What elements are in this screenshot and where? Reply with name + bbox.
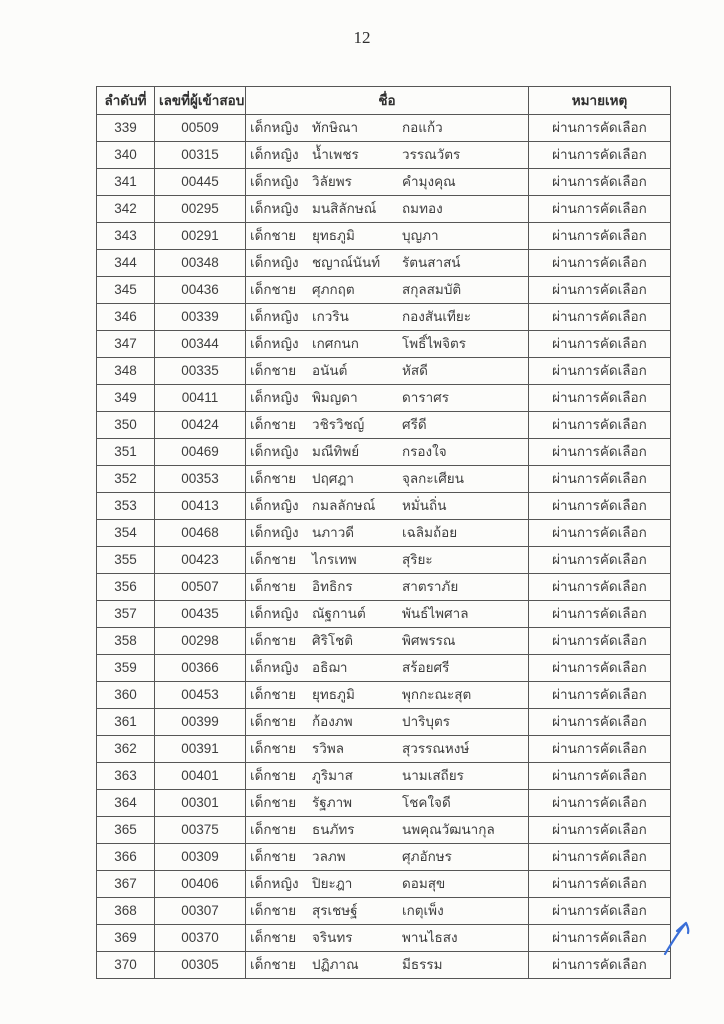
- name-title: เด็กหญิง: [250, 336, 299, 351]
- last-name: ดาราศร: [402, 390, 449, 405]
- last-name: พันธ์ไพศาล: [402, 606, 469, 621]
- full-name: [250, 925, 524, 951]
- header-index: ลำดับที่: [97, 87, 155, 115]
- last-name: พานไธสง: [402, 930, 458, 945]
- full-name: [250, 142, 524, 168]
- table-row: [97, 709, 671, 736]
- row-number-cell: 350: [97, 412, 155, 439]
- table-row: [97, 223, 671, 250]
- table-row: [97, 574, 671, 601]
- last-name: เฉลิมถ้อย: [402, 525, 458, 540]
- last-name: ศรีดี: [402, 417, 427, 432]
- name-title: เด็กชาย: [250, 822, 297, 837]
- name-title: เด็กหญิง: [250, 660, 299, 675]
- last-name: กรองใจ: [402, 444, 447, 459]
- name-cell: [246, 925, 529, 952]
- last-name: กอแก้ว: [402, 120, 443, 135]
- row-number-cell: 360: [97, 682, 155, 709]
- remark-cell: ผ่านการคัดเลือก: [529, 871, 671, 898]
- first-name: ภูริมาส: [312, 768, 353, 783]
- name-cell: [246, 655, 529, 682]
- name-cell: [246, 142, 529, 169]
- name-title: เด็กหญิง: [250, 147, 299, 162]
- last-name: สาตราภัย: [402, 579, 459, 594]
- table-row: [97, 547, 671, 574]
- table-row: [97, 763, 671, 790]
- name-title: เด็กชาย: [250, 795, 297, 810]
- name-cell: [246, 628, 529, 655]
- remark-cell: ผ่านการคัดเลือก: [529, 493, 671, 520]
- remark-cell: ผ่านการคัดเลือก: [529, 547, 671, 574]
- candidate-number-cell: 00309: [155, 844, 246, 871]
- candidate-number-cell: 00401: [155, 763, 246, 790]
- full-name: [250, 790, 524, 816]
- name-cell: [246, 844, 529, 871]
- candidate-number-cell: 00344: [155, 331, 246, 358]
- full-name: [250, 304, 524, 330]
- row-number-cell: 344: [97, 250, 155, 277]
- candidate-number-cell: 00424: [155, 412, 246, 439]
- name-title: เด็กชาย: [250, 282, 297, 297]
- candidate-number-cell: 00411: [155, 385, 246, 412]
- row-number-cell: 352: [97, 466, 155, 493]
- first-name: วิลัยพร: [312, 174, 352, 189]
- remark-cell: ผ่านการคัดเลือก: [529, 304, 671, 331]
- remark-cell: ผ่านการคัดเลือก: [529, 520, 671, 547]
- name-cell: [246, 169, 529, 196]
- name-cell: [246, 331, 529, 358]
- first-name: มณีทิพย์: [312, 444, 360, 459]
- table-row: [97, 871, 671, 898]
- table-row: [97, 277, 671, 304]
- full-name: [250, 547, 524, 573]
- first-name: เกวริน: [312, 309, 349, 324]
- remark-cell: ผ่านการคัดเลือก: [529, 736, 671, 763]
- last-name: โพธิ์ไพจิตร: [402, 336, 467, 351]
- remark-cell: ผ่านการคัดเลือก: [529, 655, 671, 682]
- name-cell: [246, 277, 529, 304]
- first-name: นภาวดี: [312, 525, 355, 540]
- remark-cell: ผ่านการคัดเลือก: [529, 682, 671, 709]
- first-name: พิมญดา: [312, 390, 358, 405]
- name-title: เด็กหญิง: [250, 444, 299, 459]
- first-name: เกศกนก: [312, 336, 359, 351]
- row-number-cell: 353: [97, 493, 155, 520]
- name-title: เด็กชาย: [250, 687, 297, 702]
- name-title: เด็กชาย: [250, 849, 297, 864]
- full-name: [250, 493, 524, 519]
- name-title: เด็กหญิง: [250, 174, 299, 189]
- first-name: น้ำเพชร: [312, 147, 359, 162]
- first-name: ยุทธภูมิ: [312, 228, 355, 243]
- table-row: [97, 844, 671, 871]
- last-name: บุญภา: [402, 228, 439, 243]
- blue-pen-cursor-mark-icon: [662, 918, 694, 958]
- name-title: เด็กชาย: [250, 417, 297, 432]
- name-title: เด็กหญิง: [250, 201, 299, 216]
- remark-cell: ผ่านการคัดเลือก: [529, 898, 671, 925]
- last-name: วรรณวัตร: [402, 147, 461, 162]
- row-number-cell: 340: [97, 142, 155, 169]
- last-name: พิศพรรณ: [402, 633, 456, 648]
- remark-cell: ผ่านการคัดเลือก: [529, 925, 671, 952]
- remark-cell: ผ่านการคัดเลือก: [529, 169, 671, 196]
- candidate-number-cell: 00468: [155, 520, 246, 547]
- name-title: เด็กชาย: [250, 930, 297, 945]
- last-name: สุริยะ: [402, 552, 433, 567]
- last-name: รัตนสาสน์: [402, 255, 461, 270]
- first-name: ก้องภพ: [312, 714, 353, 729]
- row-number-cell: 341: [97, 169, 155, 196]
- full-name: [250, 412, 524, 438]
- table-row: [97, 304, 671, 331]
- header-name: ชื่อ: [246, 87, 529, 115]
- table-row: [97, 655, 671, 682]
- full-name: [250, 385, 524, 411]
- candidate-number-cell: 00335: [155, 358, 246, 385]
- candidate-number-cell: 00370: [155, 925, 246, 952]
- full-name: [250, 844, 524, 870]
- table-row: [97, 412, 671, 439]
- remark-cell: ผ่านการคัดเลือก: [529, 385, 671, 412]
- full-name: [250, 952, 524, 978]
- first-name: ศิริโชติ: [312, 633, 354, 648]
- last-name: นพคุณวัฒนากุล: [402, 822, 495, 837]
- full-name: [250, 466, 524, 492]
- row-number-cell: 365: [97, 817, 155, 844]
- last-name: ศุภอักษร: [402, 849, 452, 864]
- last-name: พุกกะณะสุต: [402, 687, 472, 702]
- candidate-number-cell: 00298: [155, 628, 246, 655]
- name-cell: [246, 493, 529, 520]
- last-name: สุวรรณหงษ์: [402, 741, 470, 756]
- full-name: [250, 682, 524, 708]
- full-name: [250, 763, 524, 789]
- table-row: [97, 115, 671, 142]
- first-name: ศุภกฤต: [312, 282, 355, 297]
- last-name: จุลกะเศียน: [402, 471, 464, 486]
- remark-cell: ผ่านการคัดเลือก: [529, 763, 671, 790]
- candidate-number-cell: 00435: [155, 601, 246, 628]
- table-row: [97, 898, 671, 925]
- table-row: [97, 682, 671, 709]
- name-title: เด็กหญิง: [250, 876, 299, 891]
- remark-cell: ผ่านการคัดเลือก: [529, 115, 671, 142]
- row-number-cell: 364: [97, 790, 155, 817]
- full-name: [250, 196, 524, 222]
- row-number-cell: 361: [97, 709, 155, 736]
- remark-cell: ผ่านการคัดเลือก: [529, 439, 671, 466]
- name-cell: [246, 196, 529, 223]
- page-number: 12: [353, 28, 371, 47]
- name-cell: [246, 790, 529, 817]
- name-cell: [246, 250, 529, 277]
- full-name: [250, 250, 524, 276]
- remark-cell: ผ่านการคัดเลือก: [529, 223, 671, 250]
- candidate-number-cell: 00348: [155, 250, 246, 277]
- table-row: [97, 331, 671, 358]
- first-name: ปิยะฎา: [312, 876, 353, 891]
- name-cell: [246, 358, 529, 385]
- name-title: เด็กหญิง: [250, 606, 299, 621]
- row-number-cell: 348: [97, 358, 155, 385]
- candidate-number-cell: 00436: [155, 277, 246, 304]
- name-cell: [246, 412, 529, 439]
- name-cell: [246, 574, 529, 601]
- remark-cell: ผ่านการคัดเลือก: [529, 628, 671, 655]
- name-cell: [246, 304, 529, 331]
- remark-cell: ผ่านการคัดเลือก: [529, 358, 671, 385]
- last-name: ปาริบุตร: [402, 714, 450, 729]
- table-row: [97, 628, 671, 655]
- name-title: เด็กหญิง: [250, 309, 299, 324]
- name-cell: [246, 466, 529, 493]
- row-number-cell: 367: [97, 871, 155, 898]
- last-name: หัสดี: [402, 363, 428, 378]
- last-name: หมั่นถิ่น: [402, 498, 447, 513]
- full-name: [250, 871, 524, 897]
- row-number-cell: 339: [97, 115, 155, 142]
- remark-cell: ผ่านการคัดเลือก: [529, 412, 671, 439]
- last-name: นามเสถียร: [402, 768, 464, 783]
- last-name: ถมทอง: [402, 201, 443, 216]
- row-number-cell: 368: [97, 898, 155, 925]
- candidate-number-cell: 00291: [155, 223, 246, 250]
- name-cell: [246, 223, 529, 250]
- remark-cell: ผ่านการคัดเลือก: [529, 196, 671, 223]
- table-row: [97, 196, 671, 223]
- first-name: วชิรวิชญ์: [312, 417, 365, 432]
- row-number-cell: 362: [97, 736, 155, 763]
- candidate-number-cell: 00391: [155, 736, 246, 763]
- name-title: เด็กชาย: [250, 228, 297, 243]
- full-name: [250, 169, 524, 195]
- first-name: อิทธิกร: [312, 579, 353, 594]
- first-name: ทักษิณา: [312, 120, 359, 135]
- table-row: [97, 493, 671, 520]
- first-name: รวิพล: [312, 741, 345, 756]
- name-title: เด็กชาย: [250, 957, 297, 972]
- full-name: [250, 439, 524, 465]
- row-number-cell: 366: [97, 844, 155, 871]
- row-number-cell: 355: [97, 547, 155, 574]
- candidate-roster-table: [96, 86, 671, 979]
- table-row: [97, 520, 671, 547]
- name-cell: [246, 952, 529, 979]
- table-row: [97, 385, 671, 412]
- row-number-cell: 351: [97, 439, 155, 466]
- remark-cell: ผ่านการคัดเลือก: [529, 466, 671, 493]
- candidate-number-cell: 00301: [155, 790, 246, 817]
- full-name: [250, 817, 524, 843]
- remark-cell: ผ่านการคัดเลือก: [529, 952, 671, 979]
- name-cell: [246, 817, 529, 844]
- full-name: [250, 520, 524, 546]
- candidate-number-cell: 00399: [155, 709, 246, 736]
- first-name: ณัฐกานต์: [312, 606, 366, 621]
- full-name: [250, 115, 524, 141]
- full-name: [250, 277, 524, 303]
- first-name: จรินทร: [312, 930, 353, 945]
- row-number-cell: 343: [97, 223, 155, 250]
- last-name: ดอมสุข: [402, 876, 446, 891]
- name-cell: [246, 520, 529, 547]
- remark-cell: ผ่านการคัดเลือก: [529, 574, 671, 601]
- full-name: [250, 574, 524, 600]
- name-cell: [246, 709, 529, 736]
- name-title: เด็กหญิง: [250, 525, 299, 540]
- row-number-cell: 349: [97, 385, 155, 412]
- row-number-cell: 358: [97, 628, 155, 655]
- candidate-number-cell: 00305: [155, 952, 246, 979]
- candidate-number-cell: 00423: [155, 547, 246, 574]
- row-number-cell: 345: [97, 277, 155, 304]
- name-title: เด็กชาย: [250, 633, 297, 648]
- first-name: ชญาณ์นันท์: [312, 255, 381, 270]
- remark-cell: ผ่านการคัดเลือก: [529, 817, 671, 844]
- row-number-cell: 354: [97, 520, 155, 547]
- candidate-number-cell: 00339: [155, 304, 246, 331]
- first-name: รัฐภาพ: [312, 795, 353, 810]
- candidate-number-cell: 00375: [155, 817, 246, 844]
- header-candidate-number: เลขที่ผู้เข้าสอบ: [155, 87, 246, 115]
- full-name: [250, 736, 524, 762]
- candidate-number-cell: 00413: [155, 493, 246, 520]
- first-name: ธนภัทร: [312, 822, 355, 837]
- table-row: [97, 142, 671, 169]
- name-title: เด็กชาย: [250, 579, 297, 594]
- candidate-number-cell: 00453: [155, 682, 246, 709]
- candidate-number-cell: 00366: [155, 655, 246, 682]
- table-row: [97, 790, 671, 817]
- table-header-row: [97, 87, 671, 115]
- candidate-number-cell: 00295: [155, 196, 246, 223]
- last-name: กองสันเทียะ: [402, 309, 472, 324]
- remark-cell: ผ่านการคัดเลือก: [529, 142, 671, 169]
- remark-cell: ผ่านการคัดเลือก: [529, 331, 671, 358]
- table-row: [97, 439, 671, 466]
- candidate-number-cell: 00509: [155, 115, 246, 142]
- full-name: [250, 223, 524, 249]
- full-name: [250, 331, 524, 357]
- candidate-number-cell: 00445: [155, 169, 246, 196]
- name-cell: [246, 898, 529, 925]
- name-title: เด็กชาย: [250, 741, 297, 756]
- full-name: [250, 601, 524, 627]
- remark-cell: ผ่านการคัดเลือก: [529, 790, 671, 817]
- first-name: วลภพ: [312, 849, 346, 864]
- full-name: [250, 628, 524, 654]
- full-name: [250, 709, 524, 735]
- remark-cell: ผ่านการคัดเลือก: [529, 601, 671, 628]
- remark-cell: ผ่านการคัดเลือก: [529, 844, 671, 871]
- row-number-cell: 363: [97, 763, 155, 790]
- row-number-cell: 359: [97, 655, 155, 682]
- last-name: สกุลสมบัติ: [402, 282, 462, 297]
- full-name: [250, 898, 524, 924]
- name-cell: [246, 601, 529, 628]
- first-name: สุรเชษฐ์: [312, 903, 358, 918]
- name-cell: [246, 682, 529, 709]
- name-title: เด็กชาย: [250, 363, 297, 378]
- row-number-cell: 357: [97, 601, 155, 628]
- full-name: [250, 655, 524, 681]
- name-title: เด็กชาย: [250, 714, 297, 729]
- row-number-cell: 356: [97, 574, 155, 601]
- name-title: เด็กหญิง: [250, 120, 299, 135]
- remark-cell: ผ่านการคัดเลือก: [529, 709, 671, 736]
- last-name: มีธรรม: [402, 957, 443, 972]
- header-remark: หมายเหตุ: [529, 87, 671, 115]
- first-name: ปฏิภาณ: [312, 957, 359, 972]
- candidate-number-cell: 00469: [155, 439, 246, 466]
- first-name: ปฤศฎา: [312, 471, 354, 486]
- last-name: เกตุเพ็ง: [402, 903, 444, 918]
- row-number-cell: 347: [97, 331, 155, 358]
- name-cell: [246, 385, 529, 412]
- first-name: มนสิลักษณ์: [312, 201, 377, 216]
- table-row: [97, 358, 671, 385]
- name-title: เด็กชาย: [250, 552, 297, 567]
- candidate-number-cell: 00315: [155, 142, 246, 169]
- name-title: เด็กหญิง: [250, 255, 299, 270]
- candidate-number-cell: 00307: [155, 898, 246, 925]
- candidate-number-cell: 00507: [155, 574, 246, 601]
- name-cell: [246, 115, 529, 142]
- table-row: [97, 817, 671, 844]
- first-name: กมลลักษณ์: [312, 498, 376, 513]
- table-row: [97, 925, 671, 952]
- name-cell: [246, 736, 529, 763]
- row-number-cell: 370: [97, 952, 155, 979]
- name-cell: [246, 439, 529, 466]
- name-title: เด็กชาย: [250, 768, 297, 783]
- last-name: คำมุงคุณ: [402, 174, 456, 189]
- first-name: ยุทธภูมิ: [312, 687, 355, 702]
- table-row: [97, 736, 671, 763]
- remark-cell: ผ่านการคัดเลือก: [529, 277, 671, 304]
- table-row: [97, 952, 671, 979]
- candidate-number-cell: 00406: [155, 871, 246, 898]
- name-title: เด็กหญิง: [250, 390, 299, 405]
- first-name: ไกรเทพ: [312, 552, 357, 567]
- row-number-cell: 346: [97, 304, 155, 331]
- row-number-cell: 342: [97, 196, 155, 223]
- candidate-number-cell: 00353: [155, 466, 246, 493]
- name-title: เด็กหญิง: [250, 498, 299, 513]
- table-body: [97, 115, 671, 979]
- last-name: สร้อยศรี: [402, 660, 450, 675]
- name-cell: [246, 547, 529, 574]
- last-name: โชคใจดี: [402, 795, 451, 810]
- name-title: เด็กชาย: [250, 903, 297, 918]
- table-row: [97, 601, 671, 628]
- name-cell: [246, 763, 529, 790]
- name-title: เด็กชาย: [250, 471, 297, 486]
- name-cell: [246, 871, 529, 898]
- table-row: [97, 250, 671, 277]
- table-row: [97, 169, 671, 196]
- first-name: อธิฌา: [312, 660, 348, 675]
- full-name: [250, 358, 524, 384]
- row-number-cell: 369: [97, 925, 155, 952]
- first-name: อนันต์: [312, 363, 348, 378]
- table-row: [97, 466, 671, 493]
- remark-cell: ผ่านการคัดเลือก: [529, 250, 671, 277]
